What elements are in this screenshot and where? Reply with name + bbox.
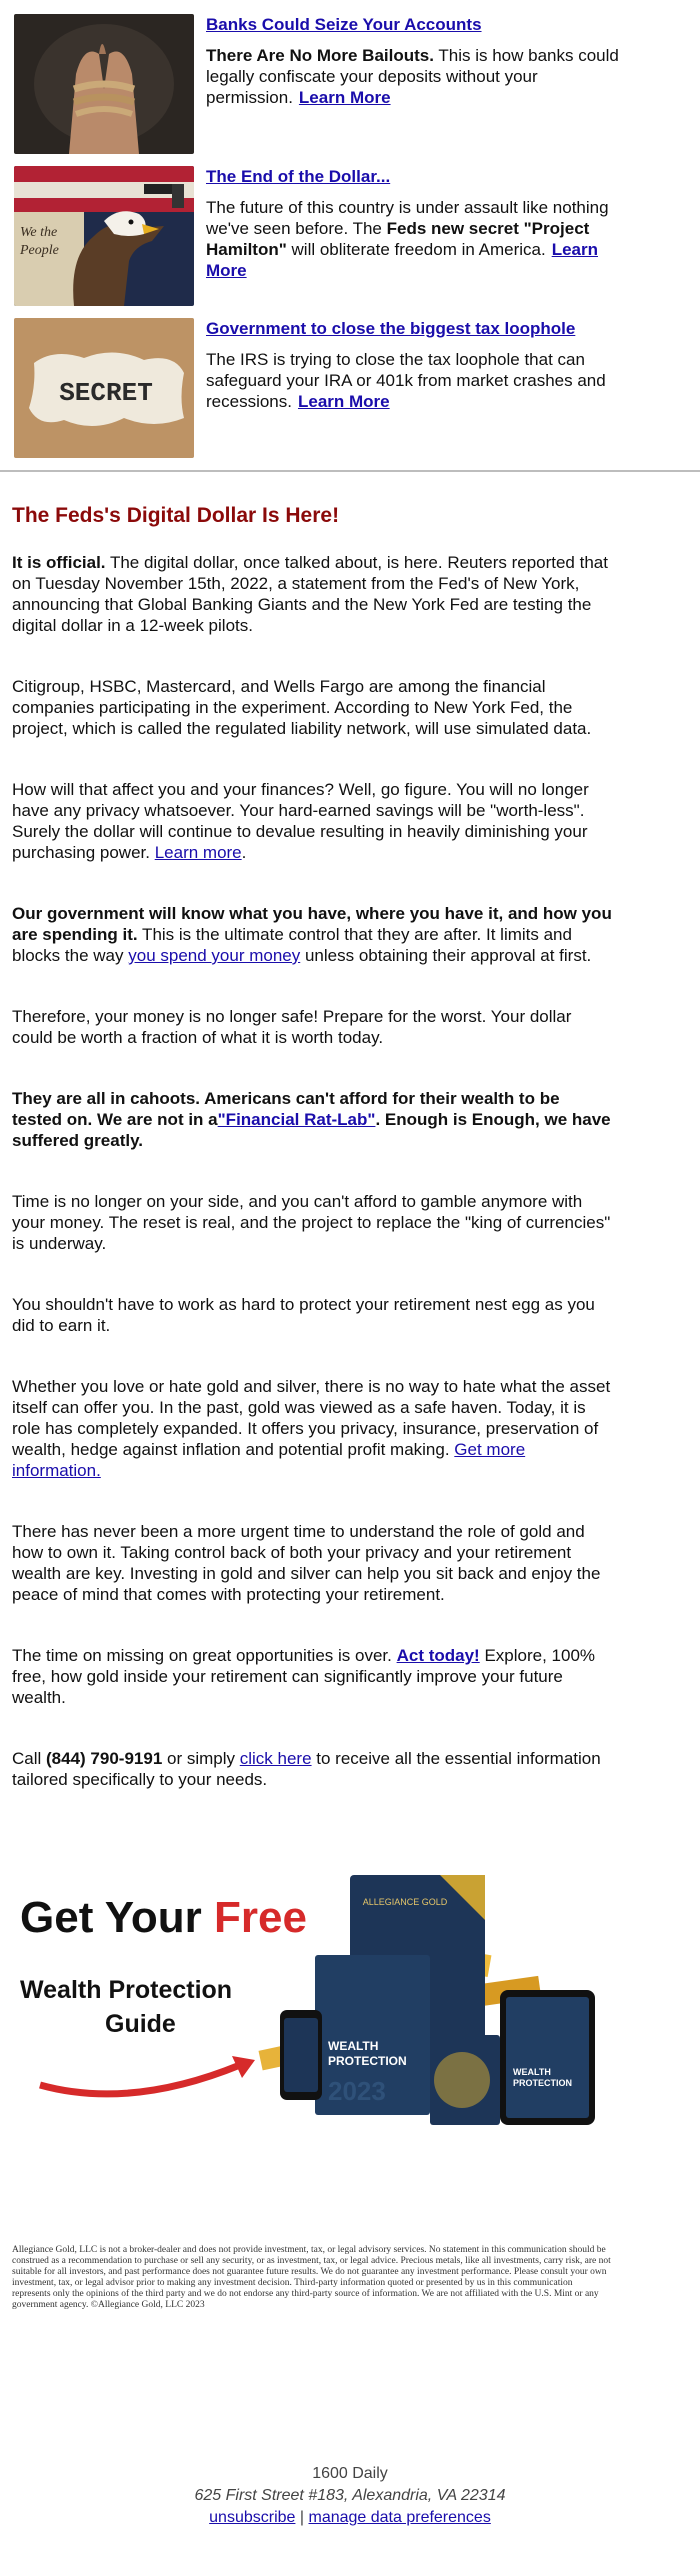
banner-line2: Wealth Protection bbox=[20, 1976, 233, 2004]
p11-text: The time on missing on great opportunities is over. bbox=[12, 1646, 397, 1665]
unsubscribe-link[interactable]: unsubscribe bbox=[209, 2509, 296, 2526]
eagle-flag-icon[interactable] bbox=[14, 166, 194, 306]
story-body bbox=[206, 349, 626, 412]
story-tax-loophole bbox=[14, 318, 684, 458]
p12-text: Call bbox=[12, 1749, 47, 1768]
p1-text: The digital dollar, once talked about, is here. Reuters reported that on Tuesday November 15th, 2022, a statement from the Fed's of New York, announcing that Global Banking Giants and the New York Fed are testing the digital dollar in a 12-week pilots. bbox=[12, 553, 608, 635]
story-body bbox=[206, 45, 626, 108]
story-headline-link[interactable]: Government to close the biggest tax loophole bbox=[206, 319, 576, 338]
footer bbox=[0, 2463, 700, 2529]
learn-more-link[interactable]: Learn More bbox=[298, 88, 391, 107]
book-year: 2023 bbox=[328, 2076, 386, 2106]
svg-text:PROTECTION: PROTECTION bbox=[513, 2078, 573, 2088]
book-title-a: WEALTH bbox=[328, 2039, 379, 2053]
p11-end: Explore, 100% free, how gold inside your retirement can significantly improve your future wealth. bbox=[12, 1646, 596, 1707]
paragraph-8: You shouldn't have to work as hard to protect your retirement nest egg as you did to earn it. bbox=[12, 1295, 595, 1335]
legal-disclaimer: Allegiance Gold, LLC is not a broker-dealer and does not provide investment, tax, or legal advisory services. No statement in this communication should be construed as a recommendation to purchase or sell any security, or as investment, tax, or legal advice. Precious metals, like all investments, carry risk, are not suitable for all investors, and past performance does not guarantee future results. We do not guarantee any investment performance. Please consult your own investment, tax, or legal advisor prior to making any investment decision. Third-party information quoted or presented by us in this communication represents only the opinions of the third party and we do not endorse any third-party source of information. We are not affiliated with the U.S. Mint or any government agency. ©Allegiance Gold, LLC 2023 bbox=[12, 2245, 611, 2310]
paragraph-10: There has never been a more urgent time to understand the role of gold and how to own it. Taking control back of both your privacy and your retirement wealth are key. Investing in gold and silver can help you sit back and enjoy the peace of mind that comes with protecting your retirement. bbox=[12, 1522, 601, 1604]
paragraph-11 bbox=[12, 1645, 612, 1708]
p3-text: How will that affect you and your finances? Well, go figure. You will no longer have any privacy whatsoever. Your hard-earned savings will be "worth-less". Surely the dollar will continue to devalue resulting in heavily diminishing your purchasing power. bbox=[12, 780, 589, 862]
p1-bold: It is official. bbox=[12, 553, 106, 572]
paragraph-5: Therefore, your money is no longer safe! Prepare for the worst. Your dollar could be worth a fraction of what it is worth today. bbox=[12, 1007, 572, 1047]
paragraph-7: Time is no longer on your side, and you can't afford to gamble anymore with your money. The reset is real, and the project to replace the "king of currencies" is underway. bbox=[12, 1192, 611, 1253]
p6-end: . Enough is Enough, we have suffered greatly. bbox=[12, 1110, 611, 1150]
story-bank-seize bbox=[14, 14, 684, 154]
paragraph-3: How will that affect you and your finances? Well, go figure. You will no longer have any privacy whatsoever. Your hard-earned savings will be "worth-less". Surely the dollar will continue to devalue resulting in heavily diminishing your purchasing power. Learn more. bbox=[12, 780, 589, 862]
story-body-text: This is how banks could legally confiscate your deposits without your permission. bbox=[206, 46, 619, 107]
divider bbox=[0, 470, 700, 472]
story-body-bold: Feds new secret "Project Hamilton" bbox=[206, 219, 590, 259]
story-text bbox=[206, 166, 626, 281]
story-lead: There Are No More Bailouts. bbox=[206, 46, 434, 65]
paragraph-1 bbox=[12, 552, 612, 636]
company-address: 625 First Street #183, Alexandria, VA 22314 bbox=[194, 2487, 506, 2504]
book-title-b: PROTECTION bbox=[328, 2054, 407, 2068]
story-body-text: The future of this country is under assault like nothing we've seen before. The bbox=[206, 198, 609, 238]
svg-text:People: People bbox=[20, 243, 59, 258]
p6-text: They are all in cahoots. Americans can't afford for their wealth to be tested on. We are not in a bbox=[12, 1089, 560, 1129]
p4-text: This is the ultimate control that they are after. It limits and blocks the way bbox=[12, 925, 572, 965]
rat-lab-link[interactable]: "Financial Rat-Lab" bbox=[217, 1110, 376, 1129]
brand-label: ALLEGIANCE GOLD bbox=[362, 1897, 448, 1907]
free-guide-banner[interactable] bbox=[10, 1860, 615, 2140]
banner-line1: Get Your bbox=[20, 1893, 214, 1942]
spend-money-link[interactable]: you spend your money bbox=[128, 946, 301, 965]
banner-free: Free bbox=[213, 1893, 307, 1942]
click-here-link[interactable]: click here bbox=[239, 1749, 312, 1768]
story-body-text: The IRS is trying to close the tax loophole that can safeguard your IRA or 401k from market crashes and recessions. bbox=[206, 350, 606, 411]
svg-text:WEALTH: WEALTH bbox=[513, 2067, 551, 2077]
company-name: 1600 Daily bbox=[312, 2465, 388, 2482]
paragraph-2: Citigroup, HSBC, Mastercard, and Wells Fargo are among the financial companies participating in the experiment. According to New York Fed, the project, which is called the regulated liability network, will use simulated data. bbox=[12, 677, 592, 738]
paragraph-4 bbox=[12, 903, 612, 966]
paragraph-6 bbox=[12, 1088, 612, 1151]
bound-hands-icon[interactable] bbox=[14, 14, 194, 154]
secret-word: SECRET bbox=[59, 378, 153, 408]
learn-more-link[interactable]: Learn More bbox=[206, 240, 598, 280]
p12-mid: or simply bbox=[162, 1749, 240, 1768]
story-end-dollar bbox=[14, 166, 684, 306]
story-body bbox=[206, 197, 626, 281]
act-today-link[interactable]: Act today! bbox=[396, 1646, 480, 1665]
footer-links bbox=[0, 2507, 700, 2529]
learn-more-link[interactable]: Learn More bbox=[297, 392, 390, 411]
article-title: The Feds's Digital Dollar Is Here! bbox=[12, 504, 340, 527]
article bbox=[12, 505, 612, 1830]
svg-text:We the: We the bbox=[20, 225, 58, 240]
learn-more-inline-link[interactable]: Learn more bbox=[154, 843, 242, 862]
p12-end: to receive all the essential information tailored specifically to your needs. bbox=[12, 1749, 601, 1789]
footer-separator: | bbox=[295, 2509, 309, 2526]
manage-preferences-link[interactable]: manage data preferences bbox=[308, 2509, 491, 2526]
story-list bbox=[0, 0, 700, 470]
more-info-link[interactable]: Get more information. bbox=[12, 1440, 526, 1480]
banner-line3: Guide bbox=[105, 2010, 176, 2038]
svg-text:Get Your Free bbox=[20, 1893, 307, 1942]
story-text bbox=[206, 318, 626, 412]
phone-number: (844) 790-9191 bbox=[46, 1749, 163, 1768]
p4-bold: Our government will know what you have, where you have it, and how you are spending it. bbox=[12, 904, 612, 944]
secret-paper-icon[interactable] bbox=[14, 318, 194, 458]
story-headline-link[interactable]: The End of the Dollar... bbox=[206, 167, 391, 186]
p9-text: Whether you love or hate gold and silver, there is no way to hate what the asset itself can offer you. In the past, gold was viewed as a safe haven. Today, it is role has completely expanded. It offers you privacy, insurance, preservation of wealth, hedge against inflation and potential profit making. bbox=[12, 1377, 611, 1459]
paragraph-12 bbox=[12, 1748, 612, 1790]
story-body-end: will obliterate freedom in America. bbox=[286, 240, 546, 259]
story-headline-link[interactable]: Banks Could Seize Your Accounts bbox=[206, 15, 482, 34]
story-text bbox=[206, 14, 626, 108]
p4-end: unless obtaining their approval at first. bbox=[300, 946, 592, 965]
paragraph-9 bbox=[12, 1376, 612, 1481]
